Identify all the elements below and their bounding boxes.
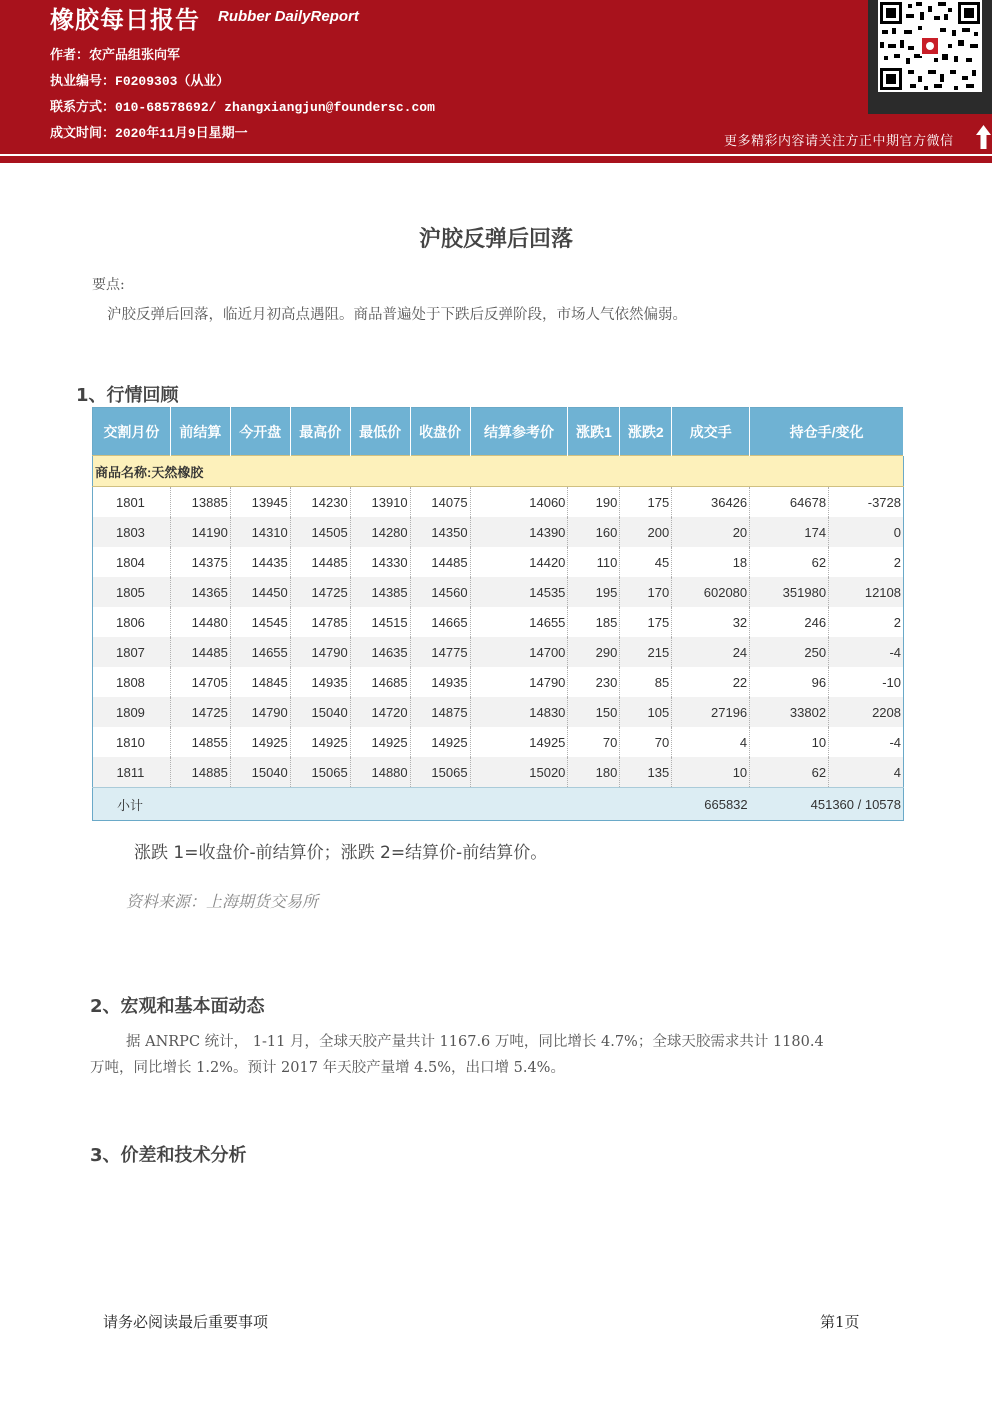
table-cell: 180 (568, 757, 620, 788)
table-cell: 14485 (410, 547, 470, 577)
table-cell: 14790 (290, 637, 350, 667)
contact-value[interactable]: 010-68578692/ zhangxiangjun@foundersc.com (115, 100, 435, 115)
license-label: 执业编号： (50, 74, 116, 89)
table-cell: -10 (829, 667, 904, 697)
table-cell: 135 (620, 757, 672, 788)
contract-month-cell: 1807 (93, 637, 171, 667)
table-cell: 14485 (170, 637, 230, 667)
table-cell: 14375 (170, 547, 230, 577)
table-header-row (93, 408, 904, 456)
table-cell: 14230 (290, 487, 350, 518)
table-cell: 14775 (410, 637, 470, 667)
macro-text-line1: 据 ANRPC 统计， 1-11 月，全球天胶产量共计 1167.6 万吨，同比增长 4.7%；全球天胶需求共计 1180.4 (126, 1034, 824, 1050)
table-cell: 27196 (672, 697, 750, 727)
header-divider (0, 154, 992, 156)
table-row (93, 757, 904, 788)
table-cell: 174 (750, 517, 829, 547)
col-header: 最低价 (350, 408, 410, 456)
table-cell: 14635 (350, 637, 410, 667)
table-cell: 14450 (230, 577, 290, 607)
table-cell: 200 (620, 517, 672, 547)
table-cell: 15020 (470, 757, 568, 788)
document-title: 沪胶反弹后回落 (418, 226, 573, 252)
contract-month-cell: 1811 (93, 757, 171, 788)
report-title-en: Rubber DailyReport (218, 8, 359, 25)
table-cell: 96 (750, 667, 829, 697)
table-cell: 10 (672, 757, 750, 788)
contract-month-cell: 1805 (93, 577, 171, 607)
report-title-cn: 橡胶每日报告 (50, 6, 200, 34)
table-cell: 14855 (170, 727, 230, 757)
table-cell: 160 (568, 517, 620, 547)
table-cell: 14545 (230, 607, 290, 637)
contract-month-cell: 1804 (93, 547, 171, 577)
table-cell: 14830 (470, 697, 568, 727)
contract-month-cell: 1810 (93, 727, 171, 757)
table-cell: 14350 (410, 517, 470, 547)
table-cell: 14875 (410, 697, 470, 727)
table-cell: 14505 (290, 517, 350, 547)
table-cell: 0 (829, 517, 904, 547)
table-cell: 14935 (290, 667, 350, 697)
table-cell: 195 (568, 577, 620, 607)
table-cell: 14720 (350, 697, 410, 727)
table-cell: 14665 (410, 607, 470, 637)
col-header: 最高价 (290, 408, 350, 456)
table-cell: 12108 (829, 577, 904, 607)
license-line (50, 70, 229, 89)
table-cell: 14485 (290, 547, 350, 577)
section-spread-technical: 3、价差和技术分析 (90, 1145, 247, 1166)
table-row (93, 607, 904, 637)
date-value: 2020年11月9日星期一 (115, 126, 248, 141)
table-cell: 14075 (410, 487, 470, 518)
footer-notice: 请务必阅读最后重要事项 (103, 1313, 269, 1331)
table-cell: 14925 (410, 727, 470, 757)
table-cell: 20 (672, 517, 750, 547)
table-cell: 175 (620, 607, 672, 637)
table-row (93, 637, 904, 667)
subtotal-label: 小计 (93, 788, 171, 821)
table-cell: 62 (750, 547, 829, 577)
table-cell: 13885 (170, 487, 230, 518)
table-cell: 14190 (170, 517, 230, 547)
table-cell: 2 (829, 547, 904, 577)
table-cell: 14515 (350, 607, 410, 637)
table-cell: 215 (620, 637, 672, 667)
wechat-prompt: 更多精彩内容请关注方正中期官方微信 (724, 134, 954, 149)
table-cell: -4 (829, 637, 904, 667)
table-cell: 14560 (410, 577, 470, 607)
table-cell: 70 (620, 727, 672, 757)
table-cell: 14435 (230, 547, 290, 577)
macro-text-line2: 万吨，同比增长 1.2%。预计 2017 年天胶产量增 4.5%，出口增 5.4%。 (90, 1060, 565, 1076)
table-row (93, 517, 904, 547)
table-row (93, 667, 904, 697)
table-cell: 250 (750, 637, 829, 667)
qr-code-icon (878, 0, 982, 92)
table-row (93, 487, 904, 518)
author-value: 农产品组张向军 (89, 48, 181, 63)
table-cell: 13910 (350, 487, 410, 518)
table-cell: 14655 (230, 637, 290, 667)
key-points-text: 沪胶反弹后回落，临近月初高点遇阻。商品普遍处于下跌后反弹阶段，市场人气依然偏弱。 (107, 307, 687, 323)
table-cell: 110 (568, 547, 620, 577)
table-cell: 36426 (672, 487, 750, 518)
contract-month-cell: 1803 (93, 517, 171, 547)
contact-line (50, 96, 435, 115)
table-cell: 14790 (470, 667, 568, 697)
table-cell: 33802 (750, 697, 829, 727)
table-cell: 290 (568, 637, 620, 667)
table-cell: 14705 (170, 667, 230, 697)
table-cell: 175 (620, 487, 672, 518)
table-cell: 14925 (230, 727, 290, 757)
table-cell: 14060 (470, 487, 568, 518)
table-cell: 15065 (290, 757, 350, 788)
table-row (93, 697, 904, 727)
table-cell: 14925 (290, 727, 350, 757)
contract-month-cell: 1809 (93, 697, 171, 727)
table-cell: 14845 (230, 667, 290, 697)
subtotal-open-interest: 451360 / 10578 (750, 788, 904, 821)
table-cell: 14420 (470, 547, 568, 577)
contract-month-cell: 1801 (93, 487, 171, 518)
table-cell: 14390 (470, 517, 568, 547)
section-market-review: 1、行情回顾 (76, 385, 179, 406)
table-cell: 185 (568, 607, 620, 637)
col-header: 交割月份 (93, 408, 171, 456)
table-cell: 10 (750, 727, 829, 757)
table-cell: 64678 (750, 487, 829, 518)
page-number: 第1页 (820, 1313, 860, 1331)
table-cell: 14885 (170, 757, 230, 788)
table-cell: 14330 (350, 547, 410, 577)
table-cell: 24 (672, 637, 750, 667)
table-cell: -3728 (829, 487, 904, 518)
table-cell: 13945 (230, 487, 290, 518)
table-cell: -4 (829, 727, 904, 757)
table-cell: 22 (672, 667, 750, 697)
table-cell: 2 (829, 607, 904, 637)
table-cell: 602080 (672, 577, 750, 607)
table-cell: 32 (672, 607, 750, 637)
col-header: 今开盘 (230, 408, 290, 456)
table-cell: 14725 (170, 697, 230, 727)
col-header: 成交手 (672, 408, 750, 456)
table-cell: 4 (829, 757, 904, 788)
col-header: 前结算 (170, 408, 230, 456)
table-cell: 14685 (350, 667, 410, 697)
table-cell: 2208 (829, 697, 904, 727)
date-line (50, 122, 248, 141)
table-cell: 14480 (170, 607, 230, 637)
table-cell: 15040 (230, 757, 290, 788)
table-cell: 14880 (350, 757, 410, 788)
table-row (93, 547, 904, 577)
table-cell: 14700 (470, 637, 568, 667)
market-table (92, 407, 904, 821)
formula-note: 涨跌 1=收盘价-前结算价；涨跌 2=结算价-前结算价。 (134, 843, 548, 863)
section-macro: 2、宏观和基本面动态 (90, 996, 265, 1017)
table-cell: 85 (620, 667, 672, 697)
table-cell: 14925 (350, 727, 410, 757)
table-cell: 14535 (470, 577, 568, 607)
table-cell: 18 (672, 547, 750, 577)
table-cell: 14785 (290, 607, 350, 637)
table-cell: 150 (568, 697, 620, 727)
table-cell: 15065 (410, 757, 470, 788)
table-cell: 4 (672, 727, 750, 757)
table-cell: 14365 (170, 577, 230, 607)
col-header: 涨跌1 (568, 408, 620, 456)
contract-month-cell: 1806 (93, 607, 171, 637)
table-cell: 246 (750, 607, 829, 637)
table-cell: 14385 (350, 577, 410, 607)
table-cell: 14725 (290, 577, 350, 607)
subtotal-row (93, 788, 904, 821)
category-label: 商品名称:天然橡胶 (93, 456, 904, 487)
table-cell: 170 (620, 577, 672, 607)
table-cell: 15040 (290, 697, 350, 727)
date-label: 成文时间： (50, 126, 116, 141)
category-row (93, 456, 904, 487)
table-row (93, 577, 904, 607)
table-row (93, 727, 904, 757)
table-cell: 14790 (230, 697, 290, 727)
author-line (50, 44, 180, 63)
author-label: 作者： (50, 48, 90, 63)
table-cell: 14655 (470, 607, 568, 637)
col-header: 持仓手/变化 (750, 408, 904, 456)
contract-month-cell: 1808 (93, 667, 171, 697)
table-cell: 14280 (350, 517, 410, 547)
table-cell: 62 (750, 757, 829, 788)
subtotal-volume: 665832 (672, 788, 750, 821)
col-header: 涨跌2 (620, 408, 672, 456)
contact-label: 联系方式： (50, 100, 116, 115)
table-cell: 14935 (410, 667, 470, 697)
table-cell: 351980 (750, 577, 829, 607)
table-cell: 14925 (470, 727, 568, 757)
col-header: 收盘价 (410, 408, 470, 456)
report-header (0, 0, 992, 153)
table-cell: 105 (620, 697, 672, 727)
table-cell: 45 (620, 547, 672, 577)
table-cell: 70 (568, 727, 620, 757)
table-cell: 14310 (230, 517, 290, 547)
license-value: F0209303（从业） (115, 74, 230, 89)
data-source: 资料来源：上海期货交易所 (126, 892, 319, 911)
arrow-up-icon (975, 124, 992, 150)
table-cell: 230 (568, 667, 620, 697)
key-points-label: 要点: (92, 277, 125, 293)
col-header: 结算参考价 (470, 408, 568, 456)
table-cell: 190 (568, 487, 620, 518)
